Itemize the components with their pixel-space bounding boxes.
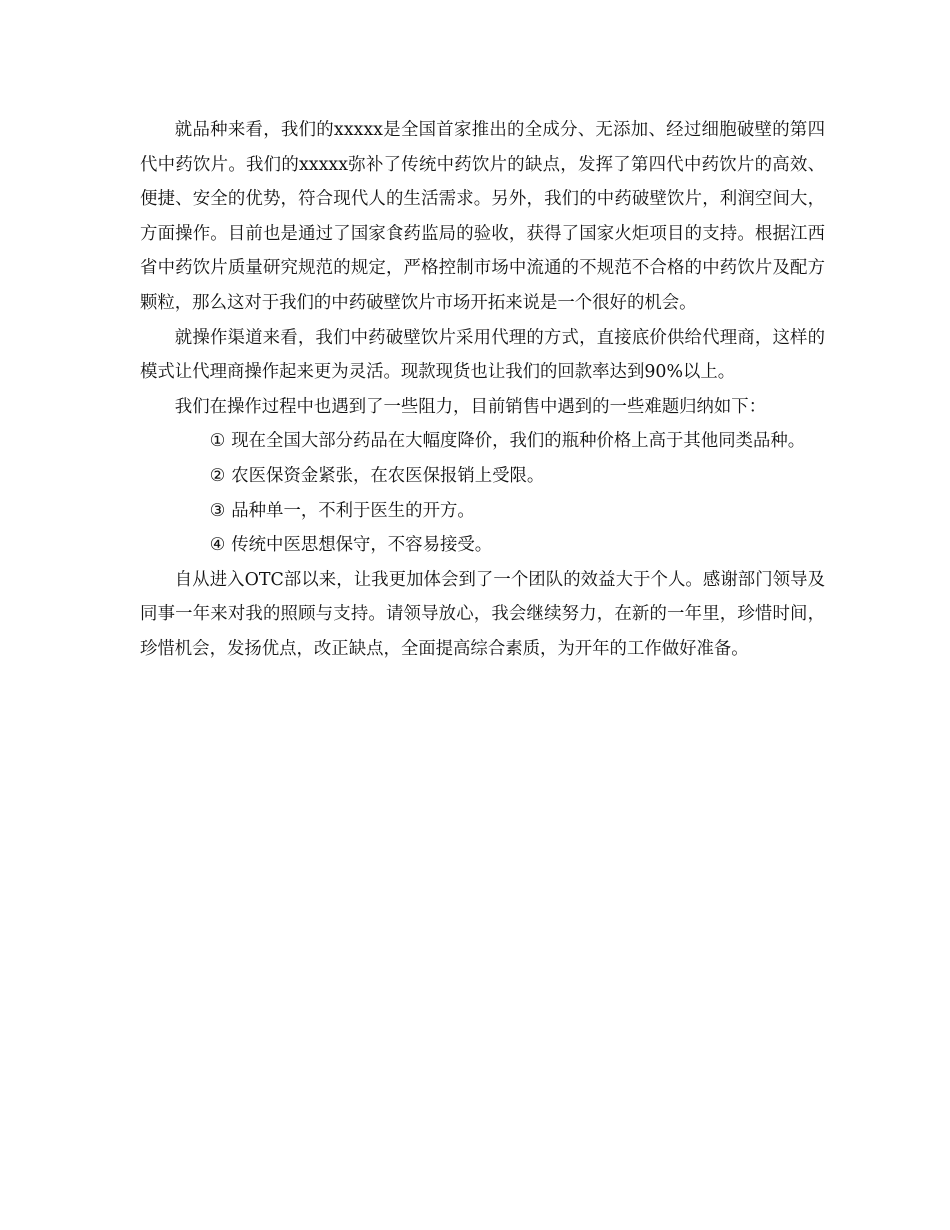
list-marker: ④ xyxy=(209,535,226,556)
paragraph-product: 就品种来看，我们的xxxxx是全国首家推出的全成分、无添加、经过细胞破壁的第四代中药饮片。我们的xxxxx弥补了传统中药饮片的缺点，发挥了第四代中药饮片的高效、便捷、安全的优势，符合现代人的生活需求。另外，我们的中药破壁饮片，利润空间大，方面操作。目前也是通过了国家食药监局的验收，获得了国家火炬项目的支持。根据江西省中药饮片质量研究规范的规定，严格控制市场中流通的不规范不合格的中药饮片及配方颗粒，那么这对于我们的中药破壁饮片市场开拓来说是一个很好的机会。 xyxy=(140,120,825,313)
paragraph-closing: 自从进入OTC部以来，让我更加体会到了一个团队的效益大于个人。感谢部门领导及同事一年来对我的照顾与支持。请领导放心，我会继续努力，在新的一年里，珍惜时间，珍惜机会，发扬优点，改正缺点，全面提高综合素质，为开年的工作做好准备。 xyxy=(140,569,825,659)
list-marker: ① xyxy=(209,431,226,452)
list-item xyxy=(140,424,825,459)
list-item xyxy=(140,459,825,494)
list-item-text: 现在全国大部分药品在大幅度降价，我们的瓶种价格上高于其他同类品种。 xyxy=(231,431,806,452)
list-marker: ③ xyxy=(209,500,226,521)
paragraph-difficulties-intro: 我们在操作过程中也遇到了一些阻力，目前销售中遇到的一些难题归纳如下： xyxy=(174,396,767,417)
list-item xyxy=(140,494,825,529)
list-item-text: 农医保资金紧张，在农医保报销上受限。 xyxy=(231,465,545,486)
list-item-text: 品种单一，不利于医生的开方。 xyxy=(231,500,475,521)
document-body xyxy=(140,113,825,667)
paragraph-channel: 就操作渠道来看，我们中药破壁饮片采用代理的方式，直接底价供给代理商，这样的模式让代理商操作起来更为灵活。现款现货也让我们的回款率达到90%以上。 xyxy=(140,327,825,383)
list-marker: ② xyxy=(209,465,226,486)
list-item xyxy=(140,528,825,563)
list-item-text: 传统中医思想保守，不容易接受。 xyxy=(231,535,493,556)
